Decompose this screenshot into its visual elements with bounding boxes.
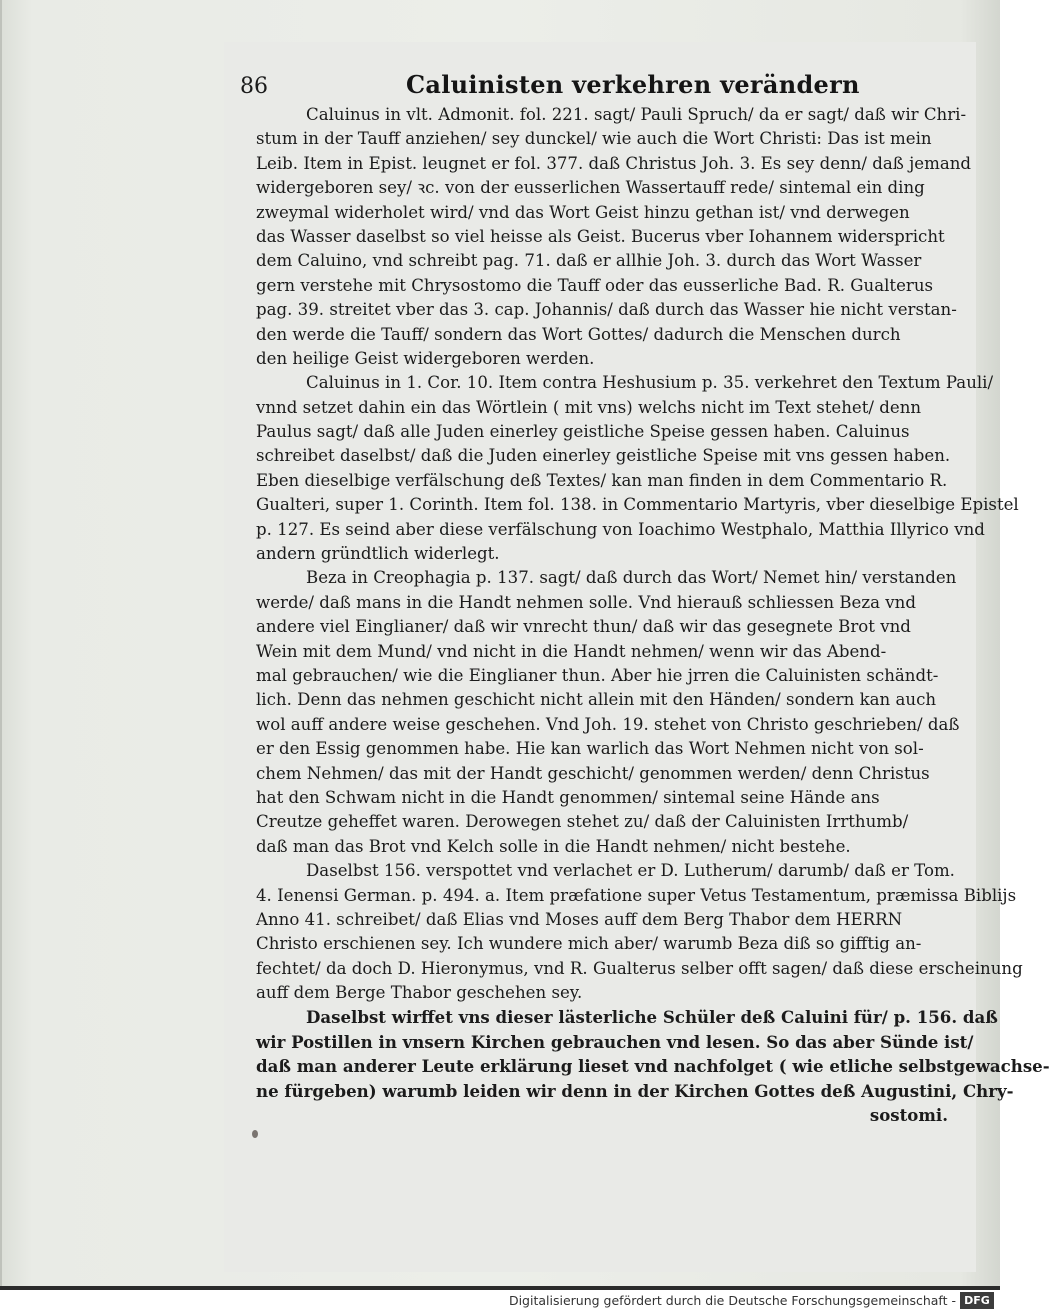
text-line: daß man das Brot vnd Kelch solle in die Handt nehmen/ nicht bestehe. (256, 836, 851, 856)
text-line: p. 127. Es seind aber diese verfälschung von Ioachimo Westphalo, Matthia Illyrico vnd (256, 519, 985, 539)
text-line: daß man anderer Leute erklärung lieset vnd nachfolget ( wie etliche selbstgewachse- (256, 1056, 1050, 1077)
text-line: andere viel Einglianer/ daß wir vnrecht thun/ daß wir das gesegnete Brot vnd (256, 617, 911, 637)
text-line: Caluinus in 1. Cor. 10. Item contra Heshusium p. 35. verkehret den Textum Pauli/ (306, 373, 994, 393)
text-line: das Wasser daselbst so viel heisse als Geist. Bucerus vber Iohannem widerspricht (256, 226, 945, 246)
text-line: widergeboren sey/ ꝛc. von der eusserlichen Wassertauff rede/ sintemal ein ding (256, 178, 925, 198)
text-line: stum in der Tauff anziehen/ sey dunckel/ wie auch die Wort Christi: Das ist mein (256, 129, 932, 149)
text-line: Gualteri, super 1. Corinth. Item fol. 138. in Commentario Martyris, vber dieselbige Epistel (256, 495, 1019, 515)
text-line: hat den Schwam nicht in die Handt genommen/ sintemal seine Hände ans (256, 787, 880, 807)
text-line: Anno 41. schreibet/ daß Elias vnd Moses auff dem Berg Thabor dem HERRN (256, 909, 903, 929)
funding-credit: Digitalisierung gefördert durch die Deutsche Forschungsgemeinschaft - (508, 1293, 956, 1308)
text-line: Paulus sagt/ daß alle Juden einerley geistliche Speise gessen haben. Caluinus (256, 422, 910, 442)
text-line: er den Essig genommen habe. Hie kan warlich das Wort Nehmen nicht von sol- (256, 739, 924, 759)
text-line: wir Postillen in vnsern Kirchen gebrauchen vnd lesen. So das aber Sünde ist/ (256, 1031, 974, 1052)
page-number: 86 (240, 74, 268, 99)
text-line: Daselbst wirffet vns dieser lästerliche Schüler deß Caluini für/ p. 156. daß (306, 1007, 998, 1028)
text-line: vnnd setzet dahin ein das Wörtlein ( mit vns) welchs nicht im Text stehet/ denn (256, 397, 922, 417)
text-line: pag. 39. streitet vber das 3. cap. Johannis/ daß durch das Wasser hie nicht verstan- (256, 300, 957, 320)
text-line: Wein mit dem Mund/ vnd nicht in die Handt nehmen/ wenn wir das Abend- (256, 641, 887, 661)
running-title: Caluinisten verkehren verändern (406, 70, 860, 99)
text-line: Caluinus in vlt. Admonit. fol. 221. sagt/ Pauli Spruch/ da er sagt/ daß wir Chri- (306, 105, 967, 124)
text-line: sostomi. (869, 1105, 948, 1126)
text-line: Eben dieselbige verfälschung deß Textes/ kan man finden in dem Commentario R. (256, 470, 948, 490)
text-line: Christo erschienen sey. Ich wundere mich aber/ warumb Beza diß so gifftig an- (256, 934, 922, 954)
text-line: wol auff andere weise geschehen. Vnd Joh. 19. stehet von Christo geschrieben/ daß (256, 714, 960, 734)
text-line: andern gründtlich widerlegt. (256, 544, 500, 564)
text-line: mal gebrauchen/ wie die Einglianer thun. Aber hie jrren die Caluinisten schändt- (256, 665, 939, 685)
text-line: den werde die Tauff/ sondern das Wort Gottes/ dadurch die Menschen durch (256, 324, 901, 344)
text-line: schreibet daselbst/ daß die Juden einerley geistliche Speise mit vns gessen haben. (256, 446, 951, 466)
dfg-logo: DFG (960, 1292, 994, 1309)
text-line: Leib. Item in Epist. leugnet er fol. 377. daß Christus Joh. 3. Es sey denn/ daß jemand (256, 153, 972, 173)
body-text (256, 103, 1050, 1127)
text-line: dem Caluino, vnd schreibt pag. 71. daß er allhie Joh. 3. durch das Wort Wasser (256, 251, 922, 271)
text-line: werde/ daß mans in die Handt nehmen solle. Vnd hierauß schliessen Beza vnd (256, 592, 916, 612)
text-line: chem Nehmen/ das mit der Handt geschicht/ genommen werden/ denn Christus (256, 763, 930, 783)
text-line: 4. Ienensi German. p. 494. a. Item præfatione super Vetus Testamentum, præmissa Biblijs (256, 885, 1017, 905)
text-line: den heilige Geist widergeboren werden. (256, 348, 595, 368)
text-line: ne fürgeben) warumb leiden wir denn in der Kirchen Gottes deß Augustini, Chry- (256, 1080, 1014, 1101)
text-line: lich. Denn das nehmen geschicht nicht allein mit den Händen/ sondern kan auch (256, 690, 937, 710)
text-line: auff dem Berge Thabor geschehen sey. (256, 983, 583, 1003)
page-header (236, 70, 956, 104)
text-line: Creutze geheffet waren. Derowegen stehet zu/ daß der Caluinisten Irrthumb/ (256, 812, 909, 832)
ink-mark (252, 1130, 258, 1138)
text-line: zweymal widerholet wird/ vnd das Wort Geist hinzu gethan ist/ vnd derwegen (256, 202, 910, 222)
text-line: Daselbst 156. verspottet vnd verlachet er D. Lutherum/ darumb/ daß er Tom. (306, 861, 955, 881)
text-line: Beza in Creophagia p. 137. sagt/ daß durch das Wort/ Nemet hin/ verstanden (306, 568, 957, 588)
text-line: fechtet/ da doch D. Hieronymus, vnd R. Gualterus selber offt sagen/ daß diese erscheinung (256, 958, 1023, 978)
footer-bar (0, 1290, 1000, 1312)
text-line: gern verstehe mit Chrysostomo die Tauff oder das eusserliche Bad. R. Gualterus (256, 275, 934, 295)
